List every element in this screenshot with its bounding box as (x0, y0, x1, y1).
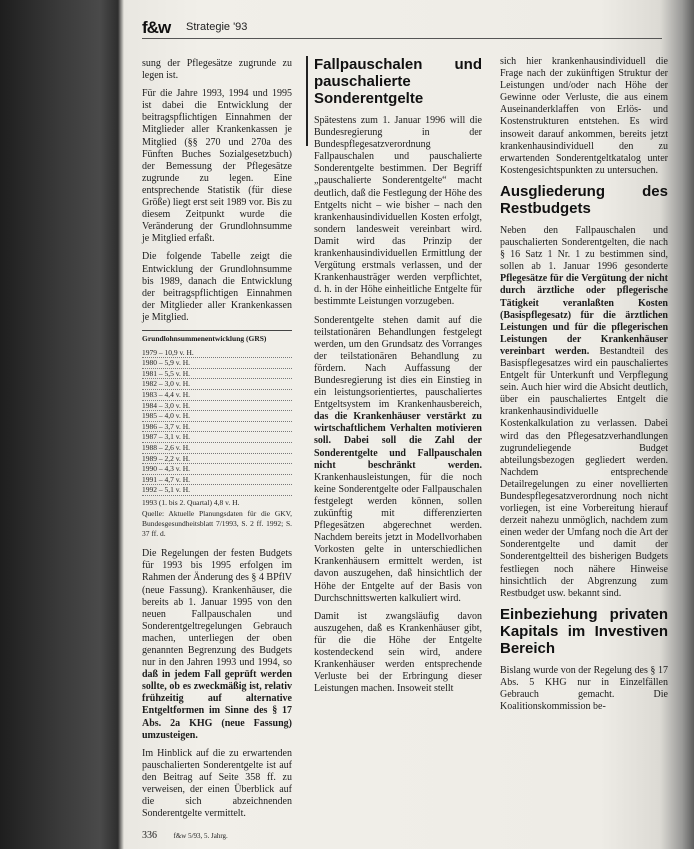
table-source: Quelle: Aktuelle Planungsdaten für die GKV, Bundesgesundheitsblatt 7/1993, S. 2 ff. 1992; S. 37 ff. d. (142, 509, 292, 538)
emphasis-text: Pflegesätze für die Vergütung der nicht durch ärztliche oder pflegerische Tätigkeit veranlaßten Kosten (Basispflegesatz) für die ärztlichen Leistungen und für die pflegerischen Leistungen der Krankenhäuser vereinbart werden. (500, 273, 668, 357)
column-2 (314, 56, 482, 701)
table-row: 1986 – 3,7 v. H. (142, 422, 292, 433)
header-rule (142, 38, 662, 39)
paragraph: Die folgende Tabelle zeigt die Entwicklung der Grundlohnsumme bis 1989, danach die Entwicklung der beitragspflichtigen Einnahmen der Mitglieder aller Krankenkassen je Mitglied. (142, 251, 292, 323)
table-row: 1987 – 3,1 v. H. (142, 432, 292, 443)
page-footer (142, 830, 242, 841)
table-row: 1992 – 5,1 v. H. (142, 485, 292, 496)
text-run: Die Regelungen der festen Budgets für 1993 bis 1995 erfolgen im Rahmen der Änderung des § 4 BPflV (neue Fassung). Krankenhäuser, die bereits ab 1. Januar 1995 von den neuen Fallpauschalen und Sonderentgeltregelungen Gebrauch machen, unterliegen der oben genannten Begrenzung des Budgets nur in den Jahren 1993 und 1994, so (142, 548, 292, 669)
table-row: 1985 – 4,0 v. H. (142, 411, 292, 422)
heading-fallpauschalen: Fallpauschalen und pauschalierte Sonderentgelte (314, 56, 482, 107)
page-number: 336 (142, 830, 157, 841)
table-row: 1991 – 4,7 v. H. (142, 475, 292, 486)
text-run: Bestandteil des Basispflegesatzes wird ein pauschaliertes Entgelt für Unterkunft und Verpflegung sein. Auch hier wird die Absicht deutlich, über ein pauschaliertes Entgelt die krankenhausindividuelle Kostenkalkulation zu verlassen. Dabei wird das den Pflegesatzverhandlungen zugrundeliegende Budget abteilungsbezogen gegliedert werden. Nachdem entsprechende Detailregelungen zu einer novellierten Bundespflegesatzverordnung noch nicht vorliegen, ist eine Vorbereitung hierauf derzeit nahezu unmöglich, nachdem zum einen weder der Umfang noch die Art der Sonderentgelte und damit der Sonderentgeltteil des bisherigen Budgets festliegen noch nähere Hinweise hinsichtlich der Abgrenzung zum Restbudget usw. bekannt sind. (500, 345, 668, 599)
table-row: 1988 – 2,6 v. H. (142, 443, 292, 454)
paragraph: Spätestens zum 1. Januar 1996 will die Bundesregierung in der Bundespflegesatzverordnung Fallpauschalen und pauschalierte Sonderentgelte bestimmen. Der Begriff „pauschalierte Sonderentgelte“ macht deutlich, daß die Festlegung der Höhe des Entgelts nicht – wie bisher – nach den krankenhausindividuellen Kosten erfolgt, sondern landesweit vereinbart wird. Damit wird das Prinzip der krankenhausindividuellen Ermittlung der Vergütung erstmals verlassen, und der Krankenhausträger werden verpflichtet, d. h. in der Höhe einheitliche Entgelte für bestimmte Leistungen vorzugeben. (314, 115, 483, 308)
paragraph (142, 548, 292, 742)
grundlohn-table (142, 330, 292, 538)
table-row: 1984 – 3,0 v. H. (142, 401, 292, 412)
table-row: 1980 – 5,9 v. H. (142, 358, 292, 369)
paragraph: Damit ist zwangsläufig davon auszugehen, daß es Krankenhäuser gibt, für die die Höhe der Entgelte kostendeckend sein wird, andere Krankenhäuser werden entsprechende Verluste bei der Erbringung dieser Leistungen machen. Insoweit stellt (314, 610, 482, 695)
table-row: 1989 – 2,2 v. H. (142, 454, 292, 465)
page-header (142, 18, 662, 38)
table-footnote: 1993 (1. bis 2. Quartal) 4,8 v. H. (142, 497, 240, 507)
paragraph (500, 225, 668, 600)
heading-einbeziehung: Einbeziehung privaten Kapitals im Investiven Bereich (500, 605, 668, 657)
table-row: 1981 – 5,5 v. H. (142, 369, 292, 380)
paragraph: sung der Pflegesätze zugrunde zu legen ist. (142, 58, 292, 82)
heading-bar (306, 56, 308, 146)
paragraph: sich hier krankenhausindividuell die Frage nach der zukünftigen Struktur der Leistungen und/oder nach Höhe der Gewinne oder Verluste, die aus einem Auseinanderklaffen von Erlös- und Kostenstrukturen entstehen. Es wird insoweit darauf ankommen, bereits jetzt krankenhausindividuell den zu erwartenden Sonderentgeltkatalog unter Kostengesichtspunkten zu untersuchen. (500, 56, 668, 176)
table-caption: Grundlohnsummenentwicklung (GRS) (142, 333, 267, 343)
table-row: 1983 – 4,4 v. H. (142, 390, 292, 401)
table-row: 1979 – 10,9 v. H. (142, 348, 292, 359)
heading-ausgliederung: Ausgliederung des Restbudgets (500, 182, 668, 217)
paragraph: Für die Jahre 1993, 1994 und 1995 ist dabei die Entwicklung der beitragspflichtigen Einnahmen der Mitglieder aller Krankenkassen je Mitglied (§§ 270 und 270a des Fünften Buches Sozialgesetzbuch) der Bemessung der Pflegesätze zugrunde zu legen. Eine entsprechende Statistik (für diese Größe) liegt erst seit 1989 vor. Bis zu diesem Zeitpunkt wurde die Veränderung der Grundlohnsumme je Mitglied erfaßt. (142, 88, 292, 245)
journal-source: f&w 5/93, 5. Jahrg. (173, 832, 228, 840)
table-row: 1990 – 4,3 v. H. (142, 464, 292, 475)
text-run: Neben den Fallpauschalen und pauschalierten Sonderentgelten, die nach § 16 Satz 1 Nr. 1 zu bestimmen sind, sollen ab 1. Januar 1996 gesonderte (500, 224, 668, 273)
table-row: 1982 – 3,0 v. H. (142, 379, 292, 390)
paragraph (314, 315, 482, 605)
column-3 (500, 56, 668, 719)
emphasis-text: das die Krankenhäuser verstärkt zu wirtschaftlichem Verhalten motivieren soll. Dabei soll die Zahl der Sonderentgelte und Fallpauschalen nicht beschränkt werden. (314, 411, 482, 471)
emphasis-text: daß in jedem Fall geprüft werden sollte, ob es zweckmäßig ist, relativ frühzeitig auf alternative Entgeltformen im Sinne des § 17 Abs. 2a KHG (neue Fassung) umzusteigen. (142, 669, 292, 741)
paragraph: Bislang wurde von der Regelung des § 17 Abs. 5 KHG nur in Einzelfällen Gebrauch gemacht. Die Koalitionskommission be- (500, 664, 668, 713)
section-title: Strategie '93 (186, 21, 248, 33)
text-run: Sonderentgelte stehen damit auf die teilstationären Behandlungen festgelegt werden, um den Grundsatz des Vorranges der teilstationären Behandlung zu fördern. Nach Auffassung der Bundesregierung ist dies ein Einstieg in ein leistungsorientiertes, pauschaliertes Entgeltsystem im Krankenhausbereich, (314, 314, 482, 411)
paragraph: Im Hinblick auf die zu erwartenden pauschalierten Sonderentgelte ist auf den Beitrag auf Seite 358 ff. zu verweisen, der einen Überblick auf die sich abzeichnenden Sonderentgelte vermittelt. (142, 747, 292, 820)
column-1 (142, 58, 292, 826)
logo: f&w (142, 18, 171, 37)
text-run: Krankenhausleistungen, für die noch keine Sonderentgelte oder Fallpauschalen festgelegt werden können, sollen zukünftig mit differenzierten Pflegesätzen abgerechnet werden. Nachdem bereits jetzt in Modellvorhaben Vorkosten gelte in unterschiedlichen Krankenhäusern ermittelt werden, ist davon auszugehen, daß hinsichtlich der Höhe der Entgelte auf der Basis von Durchschnittswerten kalkuliert wird. (314, 471, 482, 604)
